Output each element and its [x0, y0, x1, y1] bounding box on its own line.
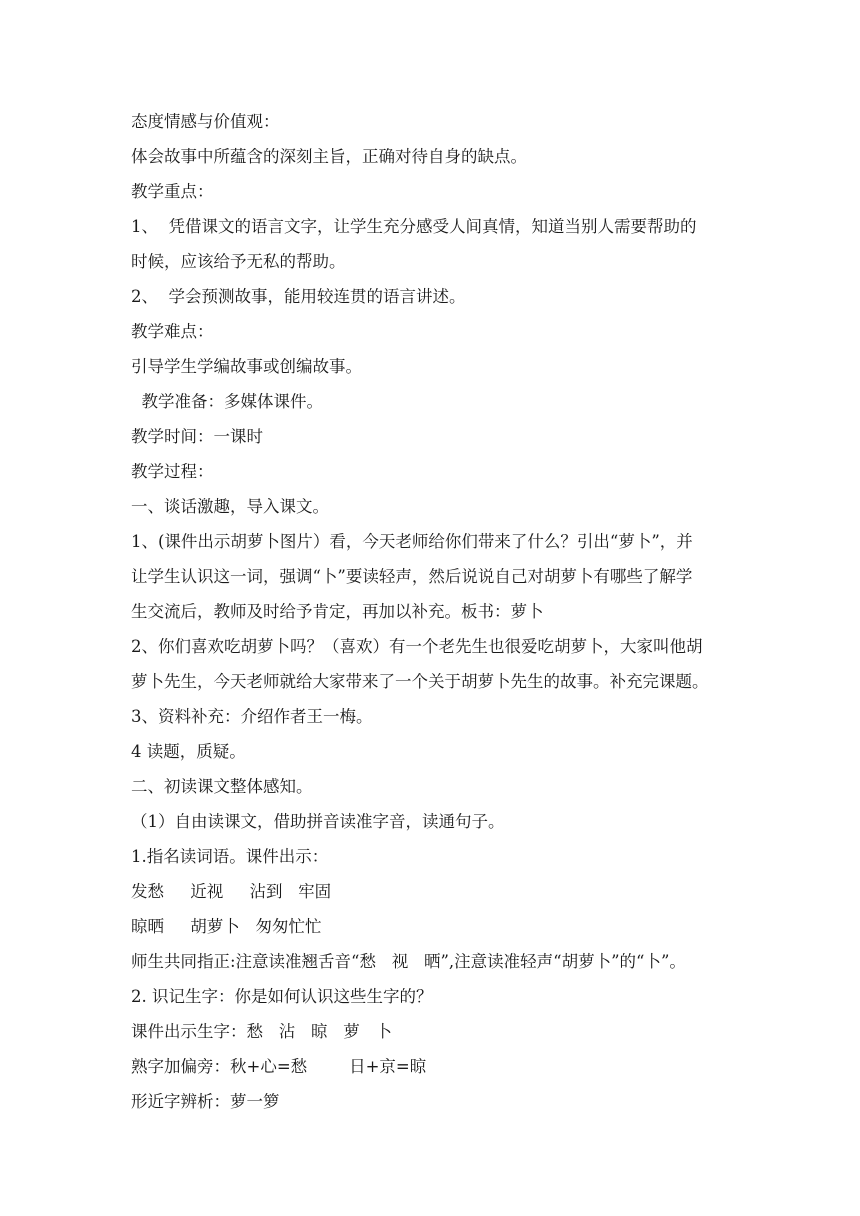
word-list-row-2: 晾晒 胡萝卜 匆匆忙忙 [131, 917, 322, 936]
key-point-2: 2、 学会预测故事，能用较连贯的语言讲述。 [131, 287, 466, 306]
step-1-heading: 一、谈话激趣，导入课文。 [131, 497, 329, 516]
step-2-sub-1: （1）自由读课文，借助拼音读准字音，读通句子。 [131, 812, 505, 831]
word-list-row-1: 发愁 近视 沾到 牢固 [131, 882, 332, 901]
section-heading-attitude: 态度情感与价值观： [131, 112, 280, 131]
new-characters: 课件出示生字：愁 沾 晾 萝 卜 [131, 1022, 392, 1041]
section-heading-key-points: 教学重点： [131, 182, 214, 201]
key-point-1-line-1: 1、 凭借课文的语言文字，让学生充分感受人间真情，知道当别人需要帮助的 [131, 217, 697, 236]
step-1-item-2-line-2: 萝卜先生，今天老师就给大家带来了一个关于胡萝卜先生的故事。补充完课题。 [131, 672, 709, 691]
step-2-item-2: 2. 识记生字：你是如何认识这些生字的？ [131, 987, 433, 1006]
step-1-item-1-line-3: 生交流后，教师及时给予肯定，再加以补充。板书：萝卜 [131, 602, 544, 621]
section-heading-process: 教学过程： [131, 462, 214, 481]
teaching-time: 教学时间：一课时 [131, 427, 263, 446]
step-2-heading: 二、初读课文整体感知。 [131, 777, 313, 796]
paragraph-difficulties-text: 引导学生学编故事或创编故事。 [131, 357, 362, 376]
pronunciation-correction: 师生共同指正:注意读准翘舌音“愁 视 晒”,注意读准轻声“胡萝卜”的“卜”。 [131, 952, 686, 971]
key-point-1-line-2: 时候，应该给予无私的帮助。 [131, 252, 346, 271]
paragraph-attitude-text: 体会故事中所蕴含的深刻主旨，正确对待自身的缺点。 [131, 147, 527, 166]
radical-addition: 熟字加偏旁：秋+心=愁 日+京=晾 [131, 1057, 427, 1076]
step-1-item-3: 3、资料补充：介绍作者王一梅。 [131, 707, 373, 726]
step-1-item-2-line-1: 2、你们喜欢吃胡萝卜吗？（喜欢）有一个老先生也很爱吃胡萝卜，大家叫他胡 [131, 637, 703, 656]
step-1-item-1-line-1: 1、(课件出示胡萝卜图片）看，今天老师给你们带来了什么？引出“萝卜”，并 [131, 532, 693, 551]
teaching-preparation: 教学准备：多媒体课件。 [131, 392, 323, 411]
step-1-item-1-line-2: 让学生认识这一词，强调“卜”要读轻声，然后说说自己对胡萝卜有哪些了解学 [131, 567, 693, 586]
step-2-item-1: 1.指名读词语。课件出示： [131, 847, 329, 866]
similar-character-analysis: 形近字辨析：萝一箩 [131, 1092, 280, 1111]
section-heading-difficulties: 教学难点： [131, 322, 214, 341]
step-1-item-4: 4 读题，质疑。 [131, 742, 246, 761]
